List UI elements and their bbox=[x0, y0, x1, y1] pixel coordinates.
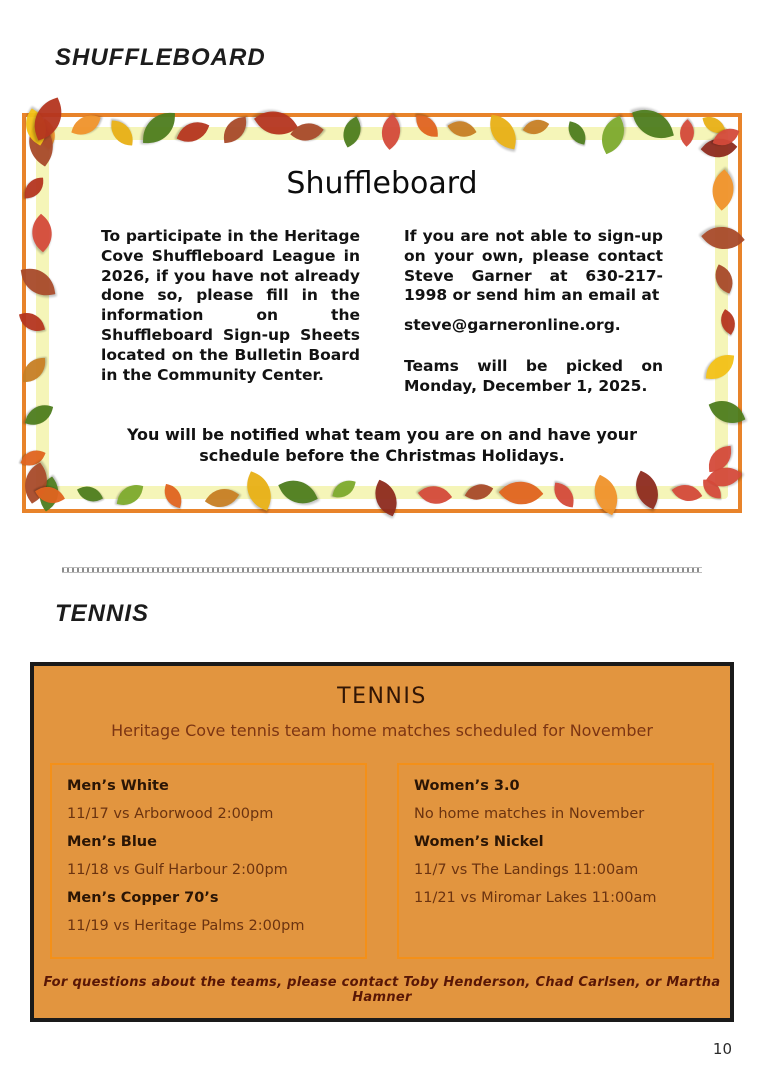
leaf-icon bbox=[715, 309, 741, 335]
leaf-icon bbox=[465, 477, 494, 506]
leaf-icon bbox=[177, 116, 210, 149]
match-line: No home matches in November bbox=[414, 806, 645, 822]
leaf-icon bbox=[586, 475, 626, 515]
shuffleboard-left-column bbox=[101, 227, 360, 397]
shuffleboard-card-title: Shuffleboard bbox=[286, 166, 478, 201]
leaf-icon bbox=[632, 103, 674, 145]
leaf-icon bbox=[239, 471, 279, 511]
leaf-icon bbox=[708, 393, 745, 430]
leaf-icon bbox=[23, 178, 44, 199]
leaf-icon bbox=[19, 309, 45, 335]
tennis-schedule-box bbox=[397, 763, 714, 959]
match-line: 11/21 vs Miromar Lakes 11:00am bbox=[414, 890, 657, 906]
leaf-icon bbox=[373, 114, 409, 150]
leaf-icon bbox=[254, 101, 298, 145]
leaf-icon bbox=[485, 114, 520, 149]
participate-paragraph: To participate in the Heritage Cove Shuffleboard League in 2026, if you have not already done so, please fill in the information on the Shuffleboard Sign-up Sheets located on the Bulletin Board in the Community Center. bbox=[101, 227, 360, 384]
contact-email: steve@garneronline.org. bbox=[404, 316, 621, 335]
leaf-icon bbox=[594, 115, 633, 154]
team-name: Women’s 3.0 bbox=[414, 778, 520, 794]
leaf-icon bbox=[565, 121, 588, 144]
leaf-icon bbox=[627, 471, 666, 510]
match-line: 11/17 vs Arborwood 2:00pm bbox=[67, 806, 274, 822]
leaf-icon bbox=[336, 117, 367, 148]
leaf-frame bbox=[36, 127, 728, 499]
leaf-icon bbox=[552, 483, 577, 508]
shuffleboard-card bbox=[22, 113, 742, 513]
tennis-columns bbox=[34, 763, 730, 959]
leaf-icon bbox=[22, 358, 46, 382]
tennis-card bbox=[30, 662, 734, 1022]
leaf-icon bbox=[77, 481, 103, 507]
leaf-icon bbox=[447, 115, 476, 144]
tennis-card-title: TENNIS bbox=[337, 684, 427, 709]
leaf-icon bbox=[499, 471, 544, 516]
leaf-icon bbox=[71, 111, 100, 140]
leaf-icon bbox=[417, 116, 439, 138]
tennis-schedule-box bbox=[50, 763, 367, 959]
tennis-contact-note: For questions about the teams, please contact Toby Henderson, Chad Carlsen, or Martha Hamner bbox=[43, 975, 721, 1005]
leaf-icon bbox=[110, 121, 135, 146]
leaf-icon bbox=[222, 117, 248, 143]
tennis-subtitle: Heritage Cove tennis team home matches scheduled for November bbox=[111, 721, 653, 740]
leaf-icon bbox=[116, 482, 143, 509]
team-name: Women’s Nickel bbox=[414, 834, 544, 850]
match-line: 11/18 vs Gulf Harbour 2:00pm bbox=[67, 862, 288, 878]
shuffleboard-section-heading: SHUFFLEBOARD bbox=[55, 44, 266, 71]
team-name: Men’s Blue bbox=[67, 834, 157, 850]
leaf-icon bbox=[205, 481, 239, 515]
match-line: 11/19 vs Heritage Palms 2:00pm bbox=[67, 918, 305, 934]
page-number: 10 bbox=[712, 1040, 732, 1058]
signup-help-paragraph: If you are not able to sign-up on your own, please contact Steve Garner at 630-217-1998 or send him an email at bbox=[404, 227, 663, 305]
match-line: 11/7 vs The Landings 11:00am bbox=[414, 862, 639, 878]
leaf-icon bbox=[367, 479, 404, 516]
tennis-section-heading: TENNIS bbox=[55, 600, 150, 627]
leaf-icon bbox=[25, 401, 53, 429]
leaf-icon bbox=[672, 478, 703, 509]
section-divider bbox=[62, 567, 702, 573]
leaf-icon bbox=[290, 116, 323, 149]
team-name: Men’s White bbox=[67, 778, 169, 794]
leaf-icon bbox=[143, 112, 175, 144]
team-name: Men’s Copper 70’s bbox=[67, 890, 219, 906]
leaf-icon bbox=[161, 484, 185, 508]
shuffleboard-columns bbox=[49, 227, 715, 397]
leaf-icon bbox=[418, 478, 452, 512]
leaf-icon bbox=[333, 477, 356, 500]
leaf-icon bbox=[523, 114, 550, 141]
notification-note: You will be notified what team you are on and have your schedule before the Christmas Holidays. bbox=[126, 424, 638, 465]
leaf-icon bbox=[673, 120, 701, 148]
leaf-icon bbox=[278, 472, 318, 512]
teams-picked-note: Teams will be picked on Monday, December 1, 2025. bbox=[404, 357, 663, 395]
shuffleboard-right-column bbox=[404, 227, 663, 397]
